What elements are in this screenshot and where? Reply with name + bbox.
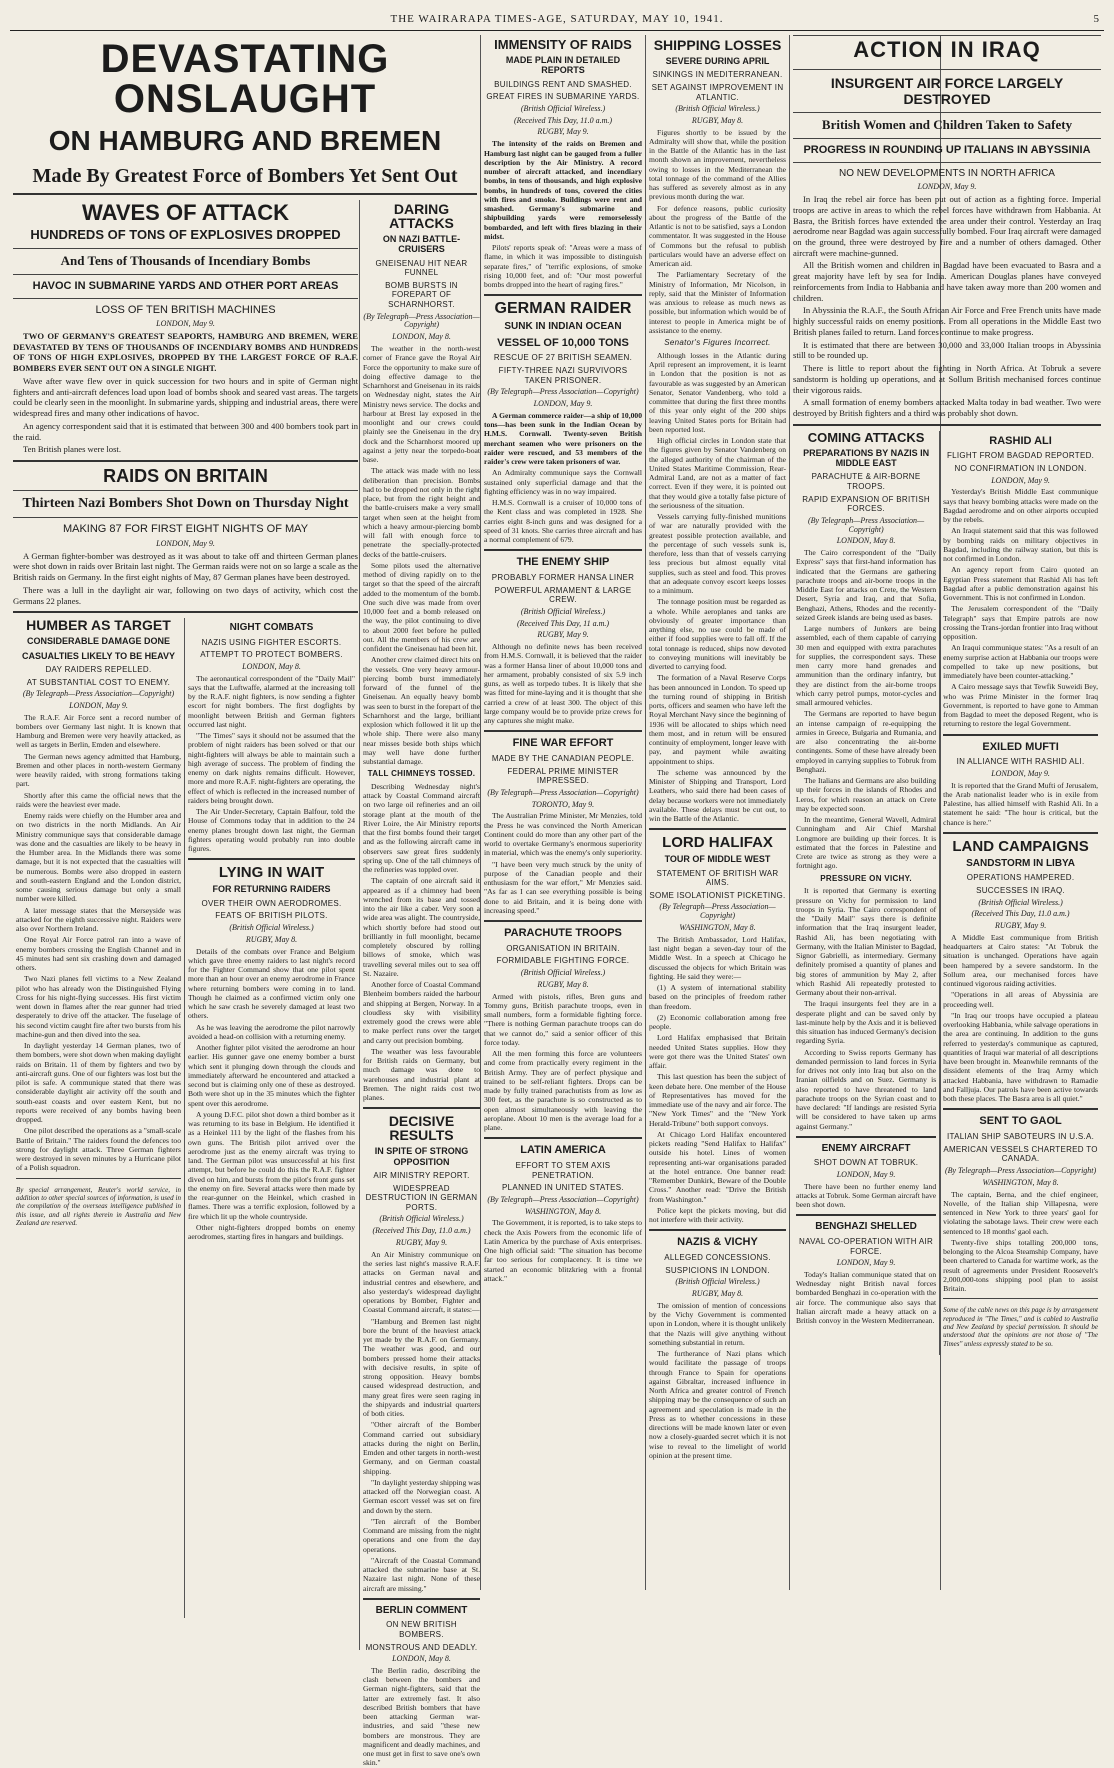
story-paragraph: A German fighter-bomber was destroyed as it was about to take off and thirteen German planes were shot down in raids over Britain last night. The German raids were not on so large a scale as the British raids on Germany. In the first eight nights of May, 87 German planes have been destroyed. [13, 550, 358, 583]
dateline: LONDON, May 8. [836, 536, 896, 546]
headline-protect-bombers: ATTEMPT TO PROTECT BOMBERS. [200, 650, 343, 660]
headline-rapid-expansion: RAPID EXPANSION OF BRITISH FORCES. [802, 494, 930, 514]
story-paragraph: All the British women and children in Bagdad have been evacuated to Basra and a great majority have left by sea for India. American Douglas planes have conveyed reinforcements from India to Habbania and have taken away more than 200 women and children. [793, 260, 1101, 303]
story-paragraph: Another fighter pilot visited the aerodrome an hour earlier. His gunner gave one enemy bomber a burst which sent it plunging down through the clouds and immediately afterward he encountered and attacked a second but is claiming only one of these as destroyed. Both were shot up in the 35 minutes which the fighter spent over this aerodrome. [188, 1043, 355, 1108]
dateline: RUGBY, May 8. [691, 1288, 744, 1298]
headline-operations-hampered: OPERATIONS HAMPERED. [966, 873, 1075, 883]
story-paragraph: The Cairo correspondent of the "Daily Express" says that first-hand information has indicated that the Germans are gathering parachute troops and air-borne troops in the Middle East for attacks on Crete, the Western Desert, Syria and Iraq, and that Sofia, Benghazi, Athens, Rhodes and the recently-seized Greek islands are being used as bases. [796, 548, 937, 622]
headline-women-children: British Women and Children Taken to Safety [821, 117, 1073, 133]
story-paragraph: The German news agency admitted that Hamburg, Bremen and other places in north-western Germany were heavily raided, with strong formations taking part. [16, 751, 181, 789]
story-paragraph: "Ten aircraft of the Bomber Command are missing from the night operations and one from the day operations. [363, 1516, 480, 1554]
credit-line: (Received This Day, 11.0 a.m.) [513, 115, 613, 125]
story-paragraph: Armed with pistols, rifles, Bren guns and Tommy guns, British parachute troops, even in small numbers, form a formidable fighting force. "There is nothing German parachute troops can do that we cannot do," said a senior officer of this force today. [484, 991, 642, 1047]
story-paragraph: "In daylight yesterday shipping was attacked off the Norwegian coast. A German escort vessel was set on fire and down by the stern. [363, 1477, 480, 1515]
story-paragraph: This last question has been the subject of keen debate here. One member of the House of Representatives has moved for the immediate use of the navy and air force. The "New York Times" and the "New York Herald-Tribune" both support convoys. [649, 1072, 786, 1128]
headline-battle-cruisers: ON NAZI BATTLE-CRUISERS [382, 234, 461, 255]
story-paragraph: The scheme was announced by the Minister of Shipping and Transport, Lord Leathers, who said there had been cases of delay because workers were not immediately available. These delays must be cut out, to win the Battle of the Atlantic. [649, 767, 786, 824]
headline-picketing: SOME ISOLATIONIST PICKETING. [649, 890, 786, 900]
story-paragraph: The intensity of the raids on Bremen and Hamburg last night can be gauged from a fuller description by the Air Ministry. A record number of aircraft attacked, and incendiary bombs, in tens of thousands, and high explosive bombs, in hundreds of tons, covered the cities with fires and smoke. Buildings were rent and smashed. Germany's submarine and shipbuilding yards were remorselessly bombarded, and left with fires blazing in their midst. [484, 139, 642, 241]
story-paragraph: Although no definite news has been received from H.M.S. Cornwall, it is believed that the raider was a former Hansa liner of about 10,000 tons and her armament, probably consisted of six 5.9 inch guns, as well as torpedo tubes. It is likely that she was fitted for mine-laying and it is thought that she carried a crew of at least 300. The object of this large company would be to provide prize crews for any captures she might make. [484, 642, 642, 726]
dateline: LONDON, May 9. [991, 768, 1050, 778]
headline-loss-ten: LOSS OF TEN BRITISH MACHINES [95, 303, 276, 316]
headline-indian-ocean: SUNK IN INDIAN OCEAN [504, 321, 622, 333]
headline-war-aims: STATEMENT OF BRITISH WAR AIMS. [656, 868, 779, 888]
story-paragraph: Some pilots used the alternative method of diving rapidly on to the target so that the speed of the aircraft added to the momentum of the bomb. One such dive was made from over 10,000 feet and a bomb released on the way, the pilot continuing to dive to about 2000 feet before he pulled out. All the members of his crew are confident the Gneisenau had been hit. [363, 560, 480, 654]
newspaper-page [10, 8, 1104, 1768]
story-paragraph: The British Ambassador, Lord Halifax, last night began a seven-day tour of the Middle West. In a speech at Chicago he discussed the objects for which Britain was fighting. He said they were:— [649, 934, 786, 981]
headline-saboteurs: ITALIAN SHIP SABOTEURS IN U.S.A. [947, 1132, 1095, 1142]
headline-enemy-aircraft: ENEMY AIRCRAFT [821, 1142, 911, 1154]
story-paragraph: The omission of mention of concessions by the Vichy Government is commented upon in London, where it is thought unlikely that the Nazis will give anything without something substantial in return. [649, 1300, 786, 1347]
credit-line: (By Telegraph—Press Association—Copyright) [22, 689, 175, 699]
headline-armament: POWERFUL ARMAMENT & LARGE CREW. [494, 585, 632, 605]
headline-concessions: ALLEGED CONCESSIONS. [664, 1252, 771, 1262]
dateline: LONDON, May 8. [392, 332, 451, 342]
headline-canadian-people: MADE BY THE CANADIAN PEOPLE. [491, 753, 635, 763]
story-paragraph: Ten British planes were lost. [23, 444, 121, 455]
headline-new-bombers: ON NEW BRITISH BOMBERS. [386, 1620, 457, 1639]
column-shipping [646, 35, 789, 1590]
dateline: LONDON, May 9. [69, 700, 128, 710]
story-paragraph: In daylight yesterday 14 German planes, two of them bombers, were shot down when making daylight raids on Britain. 11 of them by fighters and two by anti-aircraft guns. One of our fighters was lost but the pilot is safe. A communique stated that there was considerable daylight air activity off the south and south-east coasts and over eastern Kent, but no reports were received of any bombs having been dropped. [16, 1041, 181, 1125]
headline-damage: CONSIDERABLE DAMAGE DONE [26, 636, 170, 647]
dateline: LONDON, May 8. [242, 661, 301, 671]
story-paragraph: A Cairo message says that Tewfik Suweidi Bey, who was Prime Minister in the former Iraq Government, is reported to have gone to Amman from Bagdad to meet the deposed Regent, who is returning to restore the legal Government. [943, 682, 1098, 729]
credit-line: (British Official Wireless.) [520, 606, 606, 616]
story-paragraph: The tonnage position must be regarded as a whole. While aeroplanes and tanks are obviously of greater importance than anything else, no use could be made of either if food supplies were to fall off. If the total tonnage is reduced, ships now devoted to conveying munitions will inevitably be diverted to carrying food. [649, 597, 786, 672]
credit-line: (By Telegraph—Press Association—Copyright) [808, 515, 925, 534]
headline-no-confirmation: NO CONFIRMATION IN LONDON. [954, 463, 1087, 473]
dateline: WASHINGTON, May 8. [982, 1177, 1059, 1187]
credit-line: (British Official Wireless.) [675, 104, 760, 114]
story-paragraph: All the men forming this force are volunteers and come from practically every regiment in the British Army. They are of perfect physique and trained to be self-reliant fighters. Drops can be made by fully trained parachutists from as low as 300 feet, as the parachute is so constructed as to open almost simultaneously with leaving the aeroplane. About 10 men is the average load for a plane. [484, 1049, 642, 1133]
credit-line: (By Telegraph—Press Association—Copyright) [487, 787, 639, 797]
story-paragraph: A young D.F.C. pilot shot down a third bomber as it was returning to its base in Belgium. He identified it as a Heinkel 111 by the light of the flashes from his own guns. The British pilot arrived over the aerodrome just as the enemy aircraft was trying to land. The German pilot was unsuccessful at his first attempt, but before he could do this the R.A.F. fighter dived on him, and bursts from the pilot's front guns set the enemy on fire. Several attacks were then made by the rear-gunner on the Heinkel, which crashed in flames. There was a terrific explosion, followed by a fire which lit up the whole countryside. [188, 1109, 355, 1221]
story-paragraph: It is reported that the Grand Mufti of Jerusalem, the Arab nationalist leader who is in exile from Palestine, has allied himself with Rashid Ali. In a statement he said: "The hour is critical, but the chance is here." [943, 780, 1098, 827]
dateline: RUGBY, May 8. [537, 979, 589, 989]
headline-humber: HUMBER AS TARGET [26, 617, 171, 634]
rashid-column [940, 431, 1101, 1355]
story-paragraph: The Iraqui insurgents feel they are in a desperate plight and can be saved only by last-minute help by the Axis and it is believed this situation has induced Germany's decision regarding Syria. [796, 999, 937, 1046]
credit-line: (By Telegraph—Press Association—Copyright) [659, 902, 776, 921]
headline-rescue: RESCUE OF 27 BRITISH SEAMEN. [493, 353, 633, 363]
story-paragraph: The captain, Berna, and the chief engineer, Novelle, of the Italian ship Villapesna, were sentenced in New York to three years' gaol for violating the sabotage laws. Their crew were each sentenced to 18 months' gaol each. [943, 1189, 1098, 1236]
headline-exiled-mufti: EXILED MUFTI [982, 740, 1059, 753]
dateline: RUGBY, May 8. [691, 115, 744, 125]
dateline: WASHINGTON, May 8. [679, 923, 756, 933]
story-paragraph: The attack was made with no less deliberation than precision. Bombs had to be dropped not only in the right place, but from the right height and the battle-cruisers make a very small target when seen at the height from which a heavy armour-piercing bomb will fall with enough force to penetrate the specially-protected decks of the battle-cruisers. [363, 466, 480, 559]
headline-shipping-losses: SHIPPING LOSSES [653, 37, 782, 53]
dateline: LONDON, May 9. [836, 1258, 896, 1268]
credit-line: (British Official Wireless.) [675, 1277, 760, 1287]
story-paragraph: The weather was less favourable for British raids on Germany, but much damage was done to warehouses and industrial plant at Bremen. The night raids cost two planes. [363, 1046, 480, 1103]
headline-10000-tons: VESSEL OF 10,000 TONS [497, 336, 629, 349]
story-paragraph: Today's Italian communique stated that on Wednesday night British naval forces bombarded Benghazi in co-operation with the air force. The communique also says that Italian aircraft made a heavy attack on a British convoy in the Western Mediterranean. [796, 1269, 937, 1326]
masthead [10, 8, 1104, 31]
headline-flight-bagdad: FLIGHT FROM BAGDAD REPORTED. [946, 451, 1095, 461]
story-paragraph: Figures shortly to be issued by the Admiralty will show that, while the position in the Battle of the Atlantic has in the last month shown an improvement, nevertheless owing to losses in the Mediterranean the total tonnage of the command of the Allies has suffered as severely almost as in any previous month during the war. [649, 127, 786, 202]
story-paragraph: The Jerusalem correspondent of the "Daily Telegraph" says that Empire patrols are now crossing the Trans-jordan frontier into Iraq without opposition. [943, 604, 1098, 642]
headline-buildings-rent: BUILDINGS RENT AND SMASHED. [494, 79, 632, 89]
story-paragraph: Details of the combats over France and Belgium which gave three enemy raiders to last night's record for the Fighter Command show that one pilot spent more than an hour over an enemy aerodrome in France where returning bombers were coming in to land. Though he claimed as a confirmed victim only one which he saw crash he severely damaged at least two others. [188, 946, 355, 1021]
headline-substantial-cost: AT SUBSTANTIAL COST TO ENEMY. [26, 677, 171, 687]
headline-suspicions: SUSPICIONS IN LONDON. [665, 1265, 770, 1275]
story-paragraph: The Berlin radio, describing the clash between the bombers and German night-fighters, said that the latter are extremely fast. It also described British bombers that have been attacking German war-industries, and said "these new bombers are monstrous. They are magnificent and deadly machines, and one must get in first to save one's own skin." [363, 1665, 480, 1768]
headline-pm-impressed: FEDERAL PRIME MINISTER IMPRESSED. [507, 766, 619, 786]
subhead-senator: Senator's Figures Incorrect. [664, 338, 771, 348]
story-paragraph: "The Times" says it should not be assumed that the problem of night raiders has been solved or that our night-fighters will always be able to maintain such a high average of success. The problem of finding the enemy on dark nights remains difficult. However, more and more R.A.F. night-fighters are operating, the effect of which is reflected in the increased number of raiders being brought down. [188, 731, 355, 805]
dateline: LONDON, May 9. [836, 1169, 896, 1179]
story-paragraph: One Royal Air Force patrol ran into a wave of enemy bombers crossing the English Channel and in 45 minutes had sent six crashing down and damaged others. [16, 935, 181, 973]
headline-successes-iraq: SUCCESSES IN IRAQ. [976, 886, 1066, 895]
story-paragraph: "Aircraft of the Coastal Command attacked the submarine base at St. Nazaire last night. None of these aircraft are missing." [363, 1555, 480, 1593]
story-paragraph: At Chicago Lord Halifax encountered pickets reading "Send Halifax to Halifax" outside his hotel. Lines of women representing anti-war organisations paraded at the hotel entrance. One banner read: "Remember Dunkirk, Beware of the Double Cross." Another read: "Drive the British from Washington." [649, 1129, 786, 1204]
story-paragraph: An Admiralty communique says the Cornwall sustained only superficial damage and that the fighting efficiency was in no way impaired. [484, 468, 642, 496]
story-paragraph: An Iraqui communique states: "As a result of an enemy surprise action at Habbania our troops were compelled to take up new positions, but immediately have been counter-attacking." [943, 643, 1098, 681]
story-paragraph: An agency report from Cairo quoted an Egyptian Press statement that Rashid Ali has left Bagdad after a public demonstration against his Government. This is not confirmed in London. [943, 565, 1098, 603]
story-paragraph: A Middle East communique from British headquarters at Cairo states: "At Tobruk the situation is unchanged. Operations have again been hampered by a severe sandstorm. In the Sollum area, our mechanised forces have continued vigorous raiding activities. [943, 932, 1098, 989]
headline-severe-april: SEVERE DURING APRIL [665, 56, 770, 66]
headline-abyssinia: PROGRESS IN ROUNDING UP ITALIANS IN ABYSSINIA [803, 144, 1091, 157]
story-paragraph: "Hamburg and Bremen last night bore the brunt of the heaviest attack yet made by the R.A.F. on Germany. The weather was good, and our bombers pressed home their attacks with decisive results, in spite of strong opposition. Heavy bombs caused widespread destruction, and many great fires were seen raging in the shipyards and industrial quarters of both cities. [363, 1316, 480, 1419]
headline-raids-britain: RAIDS ON BRITAIN [103, 466, 268, 487]
credit-line: (By Telegraph—Press Association—Copyright) [487, 1194, 639, 1204]
headline-tobruk: SHOT DOWN AT TOBRUK. [813, 1158, 919, 1168]
headline-alliance: IN ALLIANCE WITH RASHID ALI. [956, 757, 1085, 767]
story-paragraph: The formation of a Naval Reserve Corps has been announced in London. To speed up the turning round of shipping in British ports, officers and seamen who have left the Royal Merchant Navy since the beginning of 1936 will be allocated to ships which need them most, and in return will be ensured continuity of employment, longer leave with pay, and payment while awaiting appointment to ships. [649, 673, 786, 766]
credit-line: (British Official Wireless.) [520, 103, 606, 113]
story-paragraph: The Air Under-Secretary, Captain Balfour, told the House of Commons today that in addition to the 24 enemy planes brought down last night, the German fighters operating would probably run into double figures. [188, 807, 355, 854]
headline-coming-attacks: COMING ATTACKS [807, 429, 925, 445]
masthead-title: THE WAIRARAPA TIMES-AGE, SATURDAY, MAY 10, 1941. [390, 13, 724, 25]
headline-fine-war-effort: FINE WAR EFFORT [512, 737, 614, 750]
story-paragraph: Another force of Coastal Command Blenheim bombers raided the harbour and shipping at Bergen, Norway. In a cloudless sky with visibility extremely good the crews were able to make perfect runs over the target and carry out precision bombing. [363, 980, 480, 1045]
story-paragraph: Describing Wednesday night's attack by Coastal Command aircraft on two large oil refineries and an oil storage plant at the mouth of the River Loire, the Air Ministry reports that the first bombs found their target and as the following aircraft came in observers saw great fires suddenly spring up. One of the tall chimneys of the refineries was toppled over. [363, 781, 480, 875]
story-paragraph: "I have been very much struck by the unity of purpose of the Canadian people and their enthusiasm for the war effort," Mr Menzies said. "As far as I can see everything possible is being done to aid Britain, and it is being done with increasing speed." [484, 859, 642, 915]
credit-line: (Received This Day, 11 a.m.) [516, 618, 610, 628]
humber-column [13, 618, 185, 1618]
story-paragraph: An Air Ministry communique on the series last night's massive R.A.F. attacks on German naval and industrial centres and elsewhere, and also yesterday's widespread daylight operations by Bomber, Fighter and Coastal Command aircraft, it states:— [363, 1249, 480, 1315]
story-paragraph: H.M.S. Cornwall is a cruiser of 10,000 tons of the Kent class and was completed in 1928. She carries eight 8-inch guns and was designed for a speed of 31 knots. She carries three aircraft and has a normal complement of 679. [484, 498, 642, 545]
story-paragraph: The Parliamentary Secretary of the Ministry of Information, Mr Nicolson, in reply, said that the Minister of Information was anxious to release as much news as possible, but information which would be of interest to people in America might be of assistance to the enemy. [649, 270, 786, 335]
headline-enemy-ship: THE ENEMY SHIP [516, 556, 610, 569]
story-paragraph: One pilot described the operations as a "small-scale Battle of Britain." The raiders found the defences too strong for daylight attack. Three German fighters were destroyed in seven minutes by a Hurricane pilot of a Polish squadron. [16, 1126, 181, 1173]
dateline: RUGBY, May 9. [395, 1238, 448, 1248]
credit-line: (By Telegraph—Press Association—Copyright) [363, 311, 480, 330]
story-paragraph: Although losses in the Atlantic during April represent an improvement, it is learnt in London that the position is not as favourable as was suggested by an American Senator, Senator Vandenberg, who told a committee that during the first three months of this year only eight of the 200 ships leaving United States ports for Britain had been reported lost. [649, 350, 786, 434]
story-paragraph: Yesterday's British Middle East communique says that heavy bombing attacks were made on the Bagdad aerodrome and on other airports occupied by the rebels. [943, 487, 1098, 525]
credit-line: (By Telegraph—Press Association—Copyright) [487, 387, 639, 397]
headline-air-ministry: AIR MINISTRY REPORT. [373, 1171, 470, 1181]
headline-detailed-reports: MADE PLAIN IN DETAILED REPORTS [505, 55, 621, 76]
daring-column [359, 200, 483, 1768]
headline-latin-america: LATIN AMERICA [520, 1144, 606, 1157]
page-number: 5 [1093, 13, 1100, 25]
headline-strong-opposition: IN SPITE OF STRONG OPPOSITION [374, 1146, 469, 1167]
headline-land-campaigns: LAND CAMPAIGNS [952, 837, 1089, 855]
headline-preparations: PREPARATIONS BY NAZIS IN MIDDLE EAST [803, 447, 930, 469]
story-paragraph: It is reported that Germany is exerting pressure on Vichy for permission to land troops in Syria. The Cairo correspondent of the "Daily Mail" says there is definite information that the Iraq insurgent leader, Rashid Ali, has been negotiating with Germany, with the Italian Minister to Bagdad, Signor Gabrielli, as intermediary. Germany definitely promised a quantity of planes and big stores of ammunition by May 2, after which Rashid Ali repeatedly protested to Germany about their non-arrival. [796, 886, 937, 998]
story-paragraph: The R.A.F. Air Force sent a record number of bombers over Germany last night. It is known that Hamburg and Bremen were very heavily attacked, as well as targets in Berlin, Emden and elsewhere. [16, 712, 181, 750]
credit-line: (British Official Wireless.) [229, 923, 314, 932]
credit-line: (Received This Day, 11.0 a.m.) [372, 1226, 471, 1236]
headline-axis-penetration: EFFORT TO STEM AXIS PENETRATION. [515, 1160, 611, 1180]
headline-nazis-vichy: NAZIS & VICHY [677, 1236, 758, 1249]
night-combats-column [185, 618, 358, 1618]
headline-atlantic: SET AGAINST IMPROVEMENT IN ATLANTIC. [651, 82, 784, 102]
headline-planned-us: PLANNED IN UNITED STATES. [502, 1183, 624, 1193]
headline-widespread: WIDESPREAD DESTRUCTION IN GERMAN PORTS. [365, 1183, 478, 1212]
headline-sent-to-gaol: SENT TO GAOL [979, 1115, 1062, 1128]
story-paragraph: In Iraq the rebel air force has been put out of action as a fighting force. Imperial troops are active in areas to which the rebel forces have withdrawn from Habbania. At Basra, the British forces have extended the area under their control. Yesterday an Iraq aerodrome near Bagdad was again successfully bombed. Four Iraq aircraft were damaged on the ground, three were destroyed by fire and a number of others damaged. Other aircraft were machine-gunned. [793, 194, 1101, 258]
story-paragraph: A small formation of enemy bombers attacked Malta today in bad weather. Two were destroyed by British fighters and a third was probably shot down. [793, 397, 1101, 419]
story-paragraph: There have been no further enemy land attacks at Tobruk. Some German aircraft have been shot down. [796, 1181, 937, 1210]
headline-devastating: DEVASTATING ONSLAUGHT [100, 37, 390, 121]
story-paragraph: Other night-fighters dropped bombs on enemy aerodromes, starting fires in hangars and buildings. [188, 1222, 355, 1242]
subhead-chimneys: TALL CHIMNEYS TOSSED. [367, 769, 476, 779]
story-paragraph: Lord Halifax emphasised that Britain needed United States supplies. How they were got there was the United States' own affair. [649, 1033, 786, 1071]
story-paragraph: "Other aircraft of the Bomber Command carried out subsidiary attacks during the night on Berlin, Emden and other targets in north-west Germany, and on German coastal shipping. [363, 1420, 480, 1476]
headline-casualties: CASUALTIES LIKELY TO BE HEAVY [21, 650, 176, 661]
headline-incendiary: And Tens of Thousands of Incendiary Bombs [60, 252, 311, 268]
story-paragraph: "Operations in all areas of Abyssinia are proceeding well. [943, 990, 1098, 1009]
story-paragraph: The Italians and Germans are also building up their forces in the islands of Rhodes and Leros, for which reason an attack on Crete may be expected soon. [796, 776, 937, 813]
headline-waves: WAVES OF ATTACK [82, 200, 289, 225]
headline-action-iraq: ACTION IN IRAQ [853, 37, 1041, 62]
headline-bomb-bursts: BOMB BURSTS IN FOREPART OF SCHARNHORST. [385, 280, 458, 310]
dateline: RUGBY, May 9. [537, 127, 589, 137]
credit-line: (British Official Wireless.) [978, 897, 1063, 907]
story-paragraph: Police kept the pickets moving, but did not interfere with their activity. [649, 1205, 786, 1225]
column-immensity [481, 35, 645, 1590]
dateline: LONDON, May 9. [991, 475, 1050, 485]
headline-greatest-force: Made By Greatest Force of Bombers Yet Sent Out [32, 165, 458, 187]
times-footnote: Some of the cable news on this page is by arrangement reproduced in "The Times," and is cabled to Australia and New Zealand by special permission. It should be understood that the opinions are not those of "The Times" unless expressly stated to be so. [943, 1306, 1098, 1348]
headline-lord-halifax: LORD HALIFAX [662, 834, 773, 852]
dateline: LONDON, May 9. [917, 182, 977, 192]
story-paragraph: The furtherance of Nazi plans which would facilitate the passage of troops through France to Spain for operations against Gibraltar, increased influence in North Africa and greater control of French shipping may be the consequence of such an agreement and speculation is made in the Press as to whether concessions in these directions will be made known later or even now a closely-guarded secret which it is not wise to reveal to the limelight of world opinion at the present time. [649, 1349, 786, 1460]
headline-returning-raiders: FOR RETURNING RAIDERS [212, 884, 331, 895]
headline-parachute-troops: PARACHUTE & AIR-BORNE TROOPS. [811, 472, 921, 492]
story-paragraph: Large numbers of Junkers are being assembled, each of them capable of carrying 30 men and equipped with extra parachutes for supplies, the correspondent says. These men carry more hand grenades and ammunition than the ordinary infantry, but they are distinct from the air-borne troops which carry petrol pumps, motor-cycles and small armoured vehicles. [796, 624, 937, 708]
headline-formidable: FORMIDABLE FIGHTING FORCE. [496, 956, 630, 966]
headline-own-aerodromes: OVER THEIR OWN AERODROMES. [201, 898, 342, 908]
headline-thirteen-bombers: Thirteen Nazi Bombers Shot Down on Thursday Night [22, 496, 349, 512]
left-block [10, 35, 481, 1768]
headline-making-87: MAKING 87 FOR FIRST EIGHT NIGHTS OF MAY [62, 523, 309, 536]
dateline: TORONTO, May 9. [531, 799, 595, 809]
story-paragraph: The weather in the north-west corner of France gave the Royal Air Force the opportunity to make sure of doing effective damage to the Scharnhorst and Gneisenau in its raids on Wednesday night, states the Air Ministry news service. The docks and harbour at Brest lay exposed in the moonlight and our crews could plainly see the Gneisenau in the dry dock and the Scharnhorst moored up against a jetty near the torpedo-boat base. [363, 344, 480, 465]
story-paragraph: There was a lull in the daylight air war, following on two days of activity, which cost the Germans 22 planes. [13, 584, 358, 606]
dateline: RUGBY, May 9. [994, 921, 1047, 931]
story-paragraph: A German commerce raider—a ship of 10,000 tons—has been sunk in the Indian Ocean by H.M.S. Cornwall. Twenty-seven British merchant seamen who were prisoners on the raider were rescued, and 53 members of the raider's crew were taken prisoners of war. [484, 410, 642, 467]
headline-great-fires: GREAT FIRES IN SUBMARINE YARDS. [486, 92, 640, 102]
headline-rashid-ali: RASHID ALI [989, 434, 1052, 447]
headline-sandstorm: SANDSTORM IN LIBYA [966, 857, 1076, 869]
dateline: LONDON, May 8. [392, 1654, 451, 1664]
headline-north-africa: NO NEW DEVELOPMENTS IN NORTH AFRICA [839, 167, 1055, 179]
story-paragraph: The aeronautical correspondent of the "Daily Mail" says that the Luftwaffe, alarmed at the increasing toll by the R.A.F. night fighters, is now sending a fighter escort for night bombers. The first dogfights by moonlight between British and German fighters occurred last night. [188, 673, 355, 729]
headline-vessels-chartered: AMERICAN VESSELS CHARTERED TO CANADA. [943, 1144, 1098, 1164]
headline-german-raider: GERMAN RAIDER [494, 300, 632, 318]
headline-middle-west: TOUR OF MIDDLE WEST [664, 854, 771, 865]
headline-immensity: IMMENSITY OF RAIDS [494, 37, 632, 52]
headline-decisive: DECISIVE RESULTS [388, 1113, 455, 1144]
headline-feats: FEATS OF BRITISH PILOTS. [215, 911, 328, 921]
coming-attacks-column [793, 431, 940, 1355]
headline-fighter-escorts: NAZIS USING FIGHTER ESCORTS. [201, 637, 342, 647]
story-paragraph: Pilots' reports speak of: "Areas were a mass of flame, in which it was impossible to distinguish separate fires," of "terrific explosions, of smoke rising 10,000 feet, and of: "Our most powerful bombs dropped into the heart of raging fires." [484, 243, 642, 290]
story-paragraph: High official circles in London state that the figures given by Senator Vandenberg on the alleged authority of the chairman of the United States Maritime Commission, Rear-Admiral Land, are not as a matter of fact correct. Even if they were, it is pointed out that they would give a totally false picture of the seriousness of the situation. [649, 436, 786, 510]
story-paragraph: An agency correspondent said that it is estimated that between 300 and 400 bombers took part in the raid. [13, 420, 358, 442]
story-paragraph: According to Swiss reports Germany has demanded permission to land forces in Syria for drives not only into Iraq but also on the Iranian oilfields and on Suez. Germany is also reported to have threatened to land parachute troops on the Syrian coast and to have declared: "If landings are resisted Syria will be considered to have taken up arms against Germany." [796, 1047, 937, 1131]
story-paragraph: Two Nazi planes fell victims to a New Zealand pilot who has already won the Distinguished Flying Cross for his night-flying successes. His first victim went down in flames after the rear gunner had tried desperately to drive off the attacker. The fuselage of his second victim caught fire after two bursts from his machine-gun and then dived into the sea. [16, 974, 181, 1039]
headline-gneisenau: GNEISENAU HIT NEAR FUNNEL [375, 258, 468, 278]
headline-daring: DARING ATTACKS [389, 201, 454, 231]
headline-benghazi: BENGHAZI SHELLED [815, 1221, 917, 1233]
story-paragraph: Twenty-five ships totalling 200,000 tons, belonging to the Alcoa Steamship Company, have been chartered to Canada for wartime work, as the result of agreements under President Roosevelt's 2,000,000-tons shipping pool plan to assist Britain. [943, 1237, 1098, 1293]
story-paragraph: (2) Economic collaboration among free people. [649, 1012, 786, 1032]
headline-hamburg-bremen: ON HAMBURG AND BREMEN [48, 125, 442, 156]
dateline: RUGBY, May 9. [537, 630, 589, 640]
story-paragraph: The captain of one aircraft said it appeared as if a chimney had been wrenched from its base and tossed into the air like a caber. Very soon a wide area was alight. The countryside, which shortly before had stood out brilliantly in full moonlight, became completely obscured by rolling billows of smoke, which was travelling several miles out to sea off St. Nazaire. [363, 876, 480, 978]
story-paragraph: Shortly after this came the official news that the raids were the heaviest ever made. [16, 790, 181, 809]
columns-grid [10, 35, 1104, 1768]
copyright-note: By special arrangement, Reuter's world service, in addition to other special sources of information, is used in the compilation of the overseas intelligence published in this issue, and all rights therein in Australia and New Zealand are reserved. [16, 1185, 181, 1228]
credit-line: (British Official Wireless.) [520, 967, 606, 977]
story-paragraph: There is little to report about the fighting in North Africa. At Tobruk a severe sandstorm is holding up operations, and at Sollum British mechanised forces continue their vigorous raids. [793, 363, 1101, 395]
headline-parachute: PARACHUTE TROOPS [504, 927, 622, 940]
lede-paragraph: TWO OF GERMANY'S GREATEST SEAPORTS, HAMBURG AND BREMEN, WERE DEVASTATED BY TENS OF THOUSANDS OF INCENDIARY BOMBS AND HUNDREDS OF TONS OF HIGH EXPLOSIVES, DROPPED BY THE LARGEST FORCE OF R.A.F. BOMBERS EVER SENT OUT ON A SINGLE NIGHT. [13, 330, 358, 374]
story-paragraph: In Abyssinia the R.A.F., the South African Air Force and Free French units have made highly successful raids on enemy positions. From all operations in the Middle East two British planes failed to return. Land forces continue to make progress. [793, 305, 1101, 337]
story-paragraph: Enemy raids were chiefly on the Humber area and on two districts in the north Midlands. An Air Ministry communique says that considerable damage was done and the casualties are likely to be heavy in the Humber area. In the Midlands there was some damage, but it is not expected that the casualties will be numerous. Bombs were also dropped in eastern and south-eastern England and the London district, some causing serious damage but only a small number were killed. [16, 811, 181, 904]
main-story-column [13, 200, 358, 1650]
headline-night-combats: NIGHT COMBATS [229, 622, 314, 634]
story-paragraph: The Australian Prime Minister, Mr Menzies, told the Press he was convinced the North American Continent could do more than any other part of the world to overtake Germany's enormous superiority in material, which was the enemy's only superiority. [484, 811, 642, 858]
headline-naval-cooperation: NAVAL CO-OPERATION WITH AIR FORCE. [799, 1236, 934, 1256]
dateline: LONDON, May 9. [533, 398, 593, 408]
headline-day-raiders: DAY RAIDERS REPELLED. [45, 664, 152, 674]
headline-hansa-liner: PROBABLY FORMER HANSA LINER [491, 572, 635, 582]
headline-hundreds-tons: HUNDREDS OF TONS OF EXPLOSIVES DROPPED [30, 227, 341, 242]
headline-survivors: FIFTY-THREE NAZI SURVIVORS TAKEN PRISONER. [498, 366, 628, 385]
story-paragraph: In the meantime, General Wavell, Admiral Cunningham and Air Chief Marshal Longmore are building up their forces. It is estimated that the forces in Palestine and Crete are twice as strong as they were a fortnight ago. [796, 815, 937, 871]
story-paragraph: Vessels carrying fully-finished munitions of war are naturally provided with the greatest possible protection available, and the percentage of such vessels sunk is, therefore, less than that of vessels carrying less precious but almost equally vital supplies, such as steel and food. This proves that an adequate convoy escort keeps losses to a minimum. [649, 512, 786, 596]
story-paragraph: It is estimated that there are between 30,000 and 33,000 Italian troops in Abyssinia still to be rounded up. [793, 339, 1101, 361]
headline-monstrous: MONSTROUS AND DEADLY. [365, 1642, 478, 1652]
headline-organisation: ORGANISATION IN BRITAIN. [506, 943, 620, 953]
credit-line: (Received This Day, 11.0 a.m.) [971, 909, 1070, 919]
story-paragraph: The Government, it is reported, is to take steps to check the Axis Powers from the economic life of Latin America by the purchase of Axis enterprises. One high official said: "The situation has become far too serious for complacency. It is time we started an economic blitzkrieg with a frontal attack." [484, 1218, 642, 1283]
story-paragraph: For defence reasons, public curiosity about the progress of the Battle of the Atlantic is not to be satisfied, says a London commentator. It was suggested in the House of Commons but the refusal to publish particulars would have an adverse effect on American aid. [649, 203, 786, 269]
headline-berlin-comment: BERLIN COMMENT [375, 1604, 468, 1616]
dateline: RUGBY, May 8. [245, 934, 298, 944]
story-paragraph: "In Iraq our troops have occupied a plateau overlooking Habbania, while salvage operations in the area are continuing. In addition to the guns referred to yesterday's communique as captured, quantities of Iraqui war material of all descriptions have been brought in. Meanwhile remnants of the dissident elements of the Iraq Army which attacked Habbania, have withdrawn to Ramadie and Falljuja. Our patrols have been active towards both these places. The Basra area is all quiet." [943, 1010, 1098, 1104]
dateline: WASHINGTON, May 8. [524, 1206, 602, 1216]
subhead-pressure-vichy: PRESSURE ON VICHY. [820, 873, 912, 883]
dateline: LONDON, May 9. [156, 538, 215, 548]
headline-insurgent-air: INSURGENT AIR FORCE LARGELY DESTROYED [830, 75, 1064, 108]
story-paragraph: The Germans are reported to have begun an intense campaign of re-equipping the armies in Greece, Bulgaria and Rumania, and are also concentrating the air-borne contingents. Some of these have already been employed in carrying supplies to Tobruk from Benghazi. [796, 709, 937, 774]
headline-lying-in-wait: LYING IN WAIT [218, 864, 325, 882]
story-paragraph: Wave after wave flew over in quick succession for two hours and in spite of German night fighters and anti-aircraft defences load upon load of bombs shook and seared vast areas. The targets could be clearly seen in the moonlight. In submarine yards, shipping and industrial areas, there were widespread fires and many other indications of havoc. [13, 375, 358, 419]
headline-mediterranean: SINKINGS IN MEDITERRANEAN. [652, 70, 783, 80]
story-paragraph: Another crew claimed direct hits on the vessels. One very heavy armour-piercing bomb burst immediately forward of the funnel of the Gneisenau. An equally heavy bomb was seen to burst in the forepart of the Scharnhorst and the large, brilliant explosion which followed it lit up the whole ship. There were also many near misses beside both ships which may well have done further substantial damage. [363, 655, 481, 767]
story-paragraph: As he was leaving the aerodrome the pilot narrowly avoided a head-on collision with a returning enemy. [188, 1022, 355, 1041]
story-paragraph: A later message states that the Merseyside was attacked for the eighth successive night. Raiders were also over Northern Ireland. [16, 905, 181, 934]
credit-line: (By Telegraph—Press Association—Copyright) [944, 1165, 1097, 1175]
right-block [790, 35, 1104, 1590]
story-paragraph: An Iraqui statement said that this was followed by bombing raids on military objectives in Bagdad, including the railway station, but this is not confirmed in London. [943, 526, 1098, 564]
headline-havoc: HAVOC IN SUBMARINE YARDS AND OTHER PORT AREAS [32, 279, 339, 292]
dateline: LONDON, May 9. [156, 319, 215, 329]
story-paragraph: (1) A system of international stability based on the principles of freedom rather than freedom. [649, 983, 786, 1011]
credit-line: (British Official Wireless.) [379, 1214, 464, 1224]
